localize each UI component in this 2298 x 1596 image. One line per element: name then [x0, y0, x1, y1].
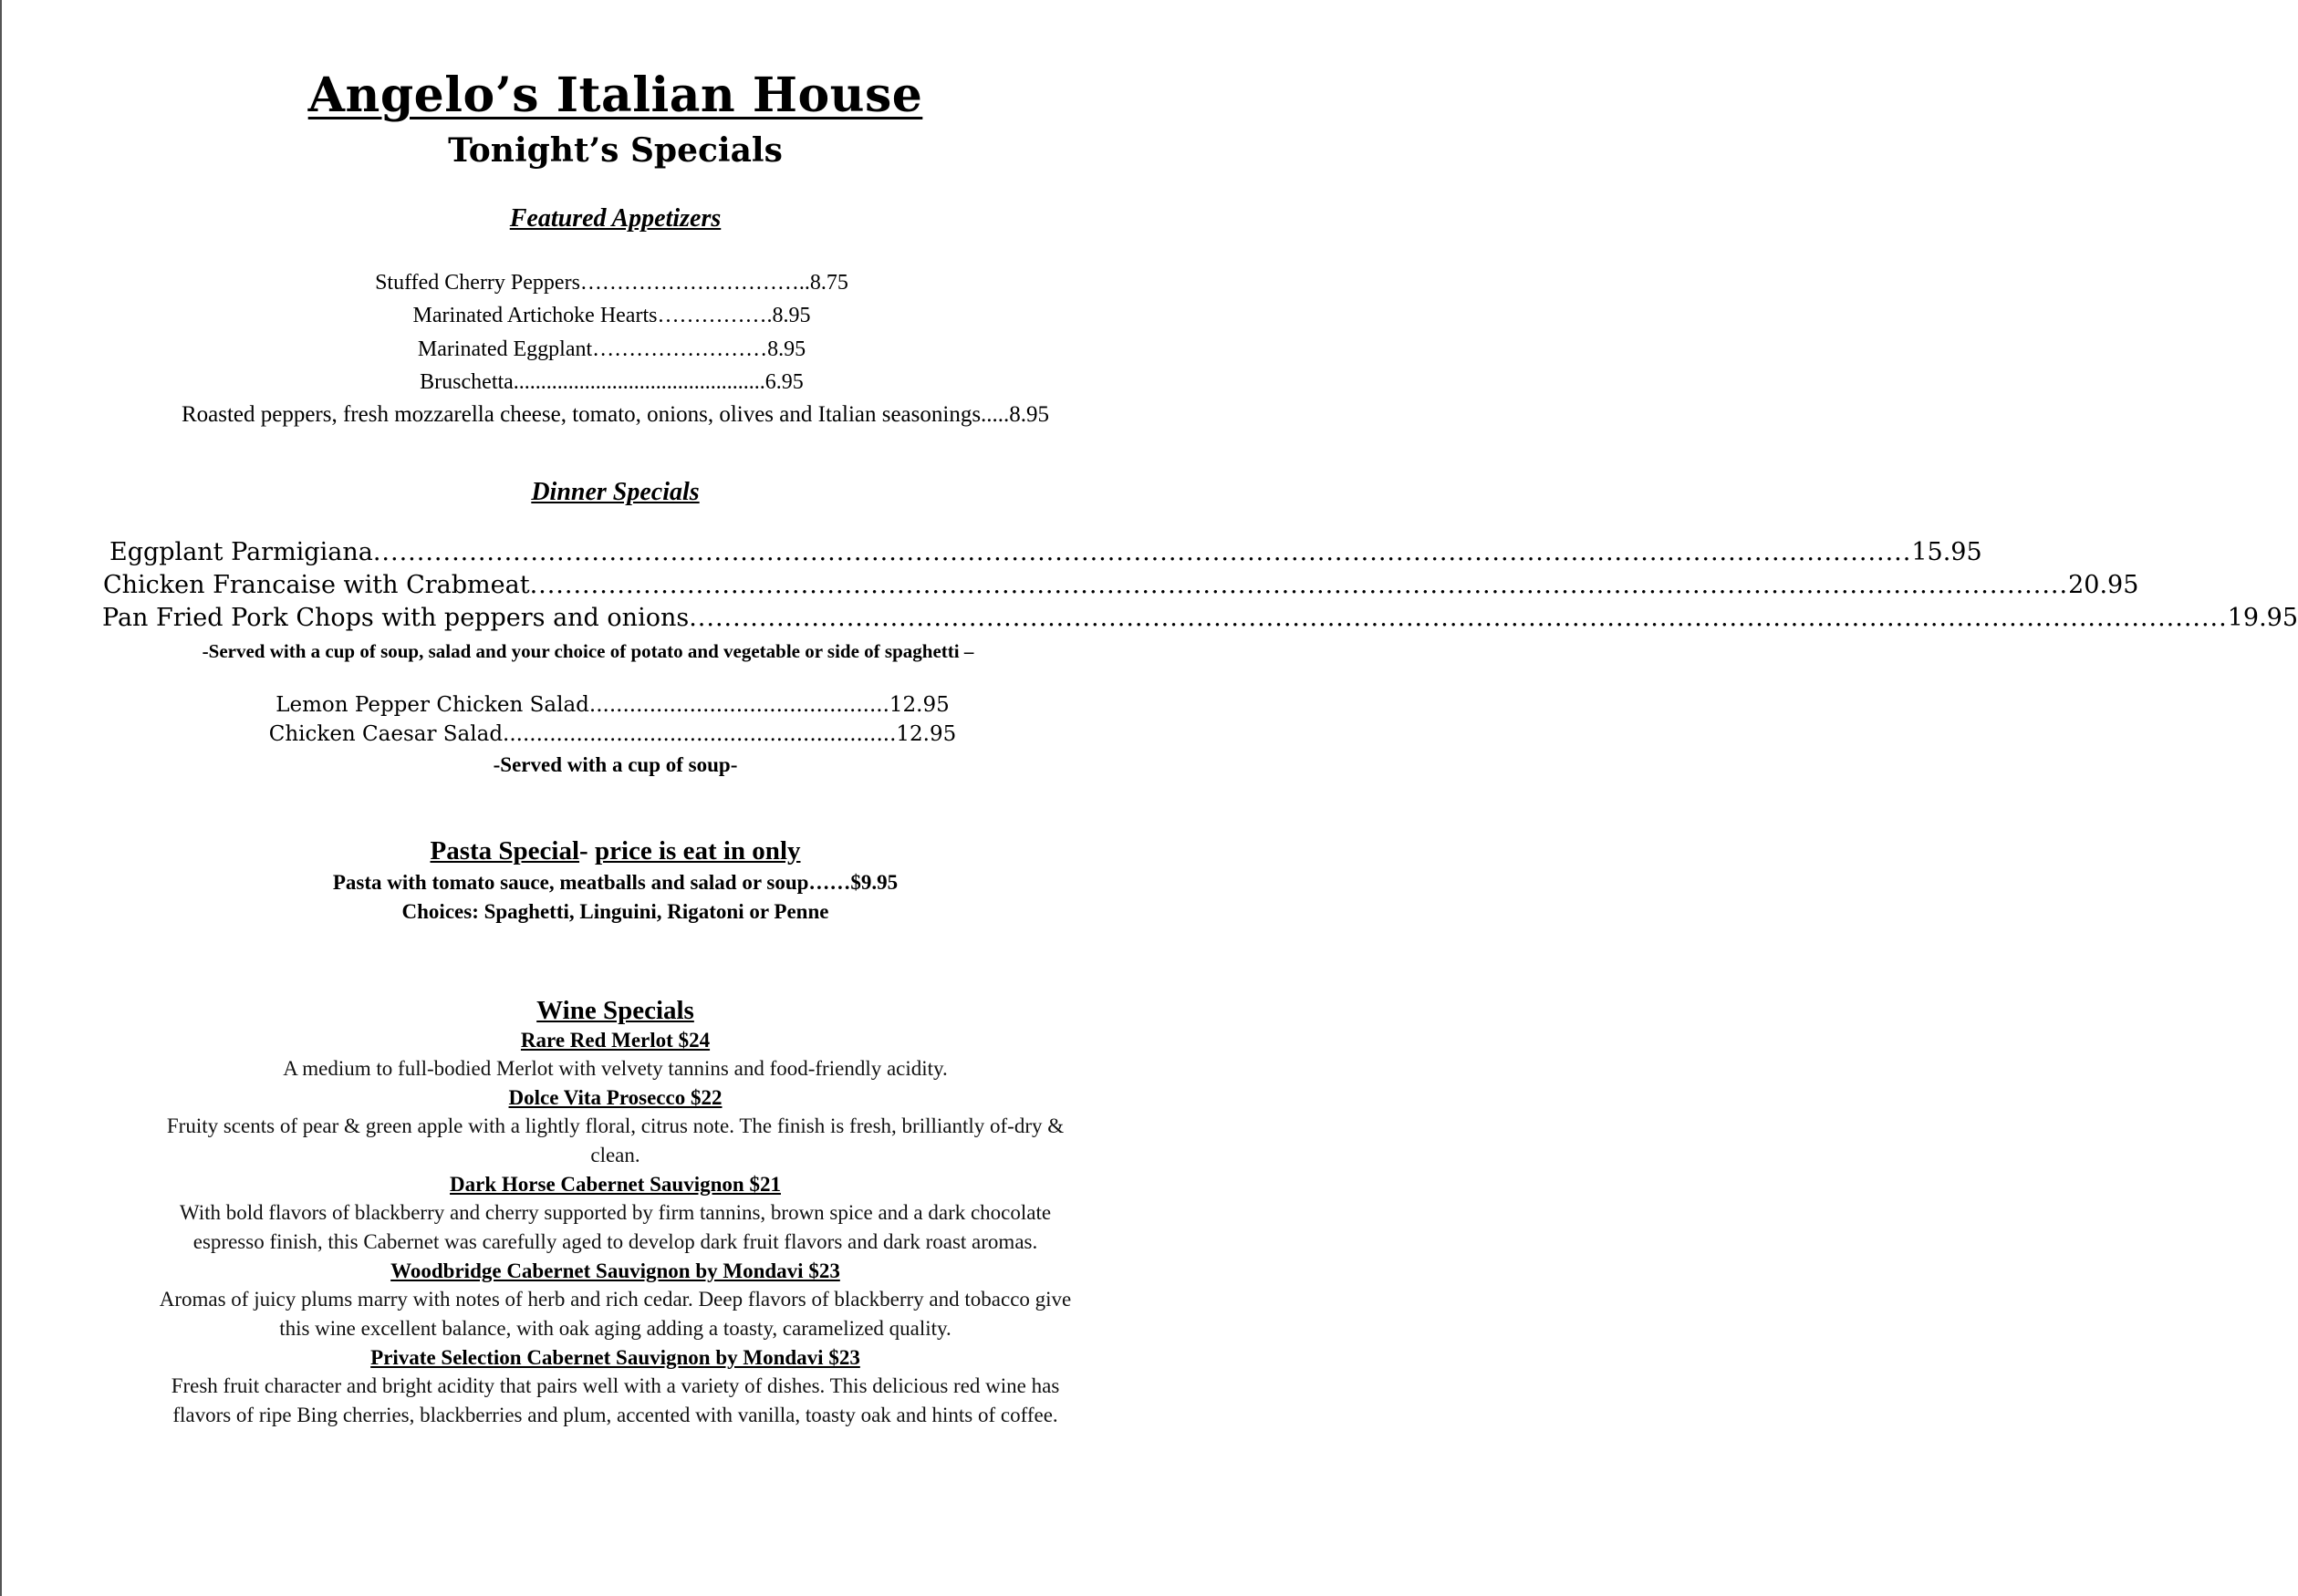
salad-item: Chicken Caesar Salad...........................................................12.95: [268, 722, 957, 746]
dinner-item: [103, 571, 2139, 599]
dinner-note: -Served with a cup of soup, salad and your choice of potato and vegetable or side of spaghetti –: [202, 640, 974, 662]
wine-description: Fresh fruit character and bright acidity that pairs well with a variety of dishes. This delicious red wine has: [171, 1374, 1060, 1397]
pasta-heading-separator: -: [579, 836, 595, 865]
dot-leader: ................................................................................................................................................................................: [689, 604, 2228, 632]
dot-leader: ................................................................................................................................................................................: [372, 538, 1912, 566]
wine-description: flavors of ripe Bing cherries, blackberries and plum, accented with vanilla, toasty oak and hints of coffee.: [172, 1404, 1058, 1426]
wine-description: Aromas of juicy plums marry with notes of herb and rich cedar. Deep flavors of blackberry and tobacco give: [159, 1288, 1072, 1311]
dinner-item-price: 19.95: [2227, 604, 2298, 632]
pasta-heading-note: price is eat in only: [594, 836, 801, 865]
dinner-item-price: 20.95: [2068, 571, 2139, 599]
dinner-item-name: Chicken Francaise with Crabmeat: [103, 571, 530, 599]
dinner-item-name: Pan Fried Pork Chops with peppers and onions: [102, 604, 690, 632]
wine-name: Rare Red Merlot $24: [520, 1029, 711, 1052]
appetizers-heading: Featured Appetizers: [509, 204, 722, 233]
salad-note: -Served with a cup of soup-: [493, 753, 738, 776]
appetizer-item: Marinated Artichoke Hearts…………….8.95: [412, 304, 811, 327]
restaurant-title: Angelo’s Italian House: [307, 67, 923, 123]
wine-description: With bold flavors of blackberry and cherry supported by firm tannins, brown spice and a dark chocolate: [179, 1201, 1052, 1224]
appetizer-item: Roasted peppers, fresh mozzarella cheese, tomato, onions, olives and Italian seasonings.....8.95: [181, 402, 1050, 427]
appetizer-item: Bruschetta..............................................6.95: [420, 370, 804, 394]
pasta-heading: [0, 836, 1231, 866]
wine-description: clean.: [590, 1144, 640, 1166]
pasta-choices: Choices: Spaghetti, Linguini, Rigatoni or Penne: [401, 900, 829, 923]
wine-description: Fruity scents of pear & green apple with a lightly floral, citrus note. The finish is fresh, brilliantly of-dry &: [166, 1114, 1065, 1137]
wine-description: this wine excellent balance, with oak aging adding a toasty, caramelized quality.: [279, 1317, 951, 1340]
dinner-item: [109, 538, 1982, 566]
wine-description: A medium to full-bodied Merlot with velvety tannins and food-friendly acidity.: [283, 1057, 948, 1080]
wine-name: Private Selection Cabernet Sauvignon by Mondavi $23: [370, 1346, 860, 1369]
wine-name: Dolce Vita Prosecco $22: [508, 1086, 723, 1109]
dot-leader: ................................................................................................................................................................................: [529, 571, 2069, 599]
dinner-heading: Dinner Specials: [531, 478, 700, 506]
dinner-item-price: 15.95: [1911, 538, 1982, 566]
wine-name: Dark Horse Cabernet Sauvignon $21: [450, 1173, 781, 1196]
wine-name: Woodbridge Cabernet Sauvignon by Mondavi $23: [390, 1259, 840, 1282]
wine-description: espresso finish, this Cabernet was carefully aged to develop dark fruit flavors and dark roast aromas.: [192, 1230, 1038, 1253]
pasta-description: Pasta with tomato sauce, meatballs and salad or soup……$9.95: [332, 871, 899, 894]
appetizer-item: Marinated Eggplant……………………8.95: [417, 337, 806, 361]
appetizer-item: Stuffed Cherry Peppers…………………………..8.75: [375, 271, 848, 295]
dinner-item: [102, 604, 2298, 632]
dinner-item-name: Eggplant Parmigiana: [109, 538, 373, 566]
salad-item: Lemon Pepper Chicken Salad.............................................12.95: [276, 693, 950, 717]
pasta-heading-title: Pasta Special: [430, 836, 580, 865]
wine-heading: Wine Specials: [536, 996, 694, 1025]
page-subtitle: Tonight’s Specials: [448, 131, 783, 170]
